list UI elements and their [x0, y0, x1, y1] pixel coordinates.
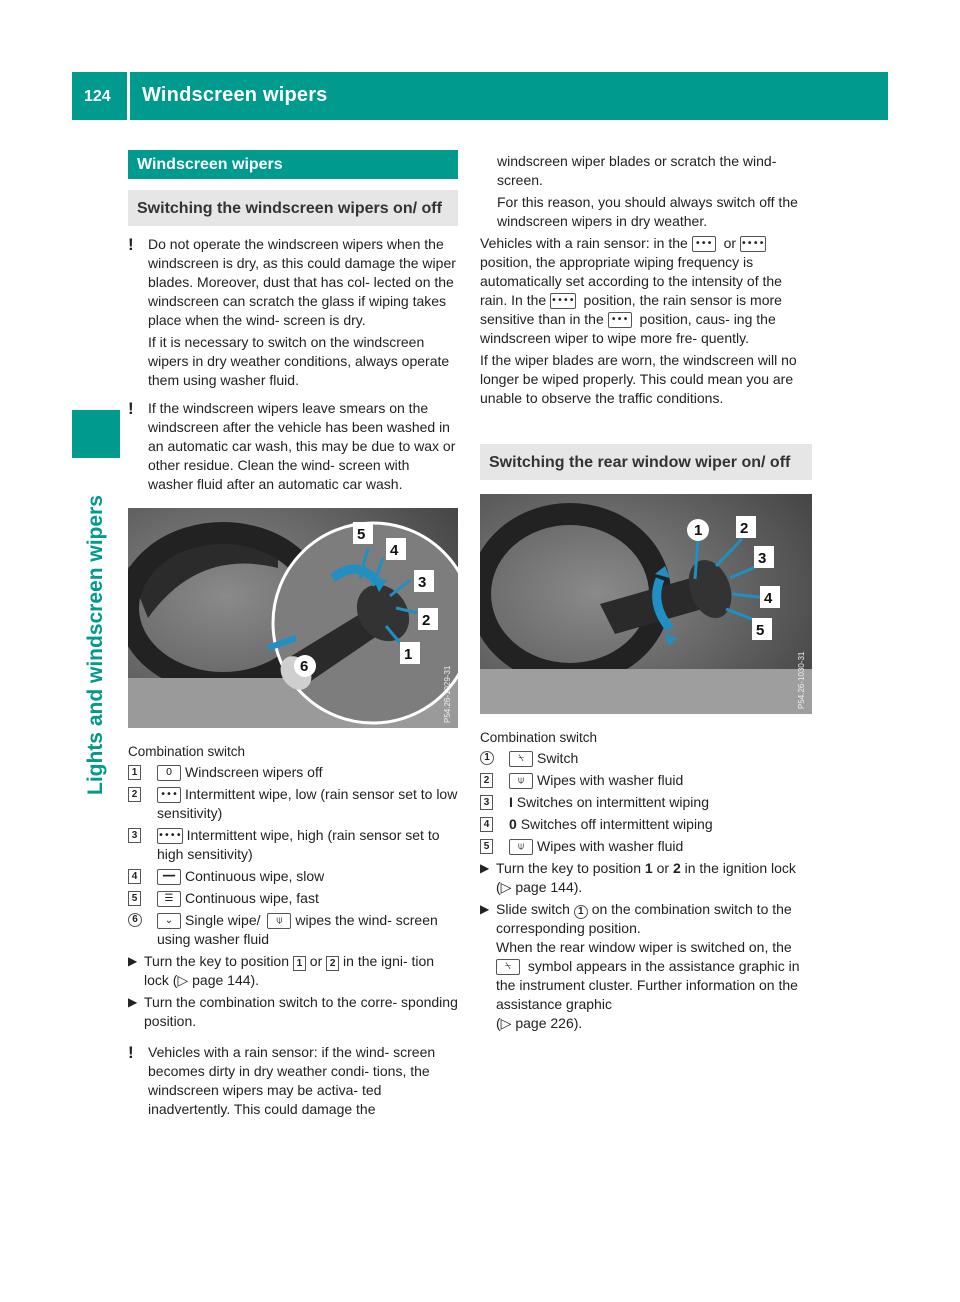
warning-note	[128, 1043, 458, 1119]
legend-item: 4 0 Switches off intermittent wiping	[480, 815, 812, 834]
legend-item: 1 0 Windscreen wipers off	[128, 763, 458, 782]
callout-5: 5	[756, 622, 765, 639]
warning-continued: windscreen wiper blades or scratch the wind- screen.	[497, 153, 777, 188]
page-ref-arrow-icon: ▷	[500, 1015, 512, 1031]
subsection-heading: Switching the windscreen wipers on/ off	[128, 190, 458, 226]
callout-2: 2	[422, 612, 431, 629]
page-reference-link[interactable]: page 226).	[515, 1015, 583, 1031]
page-ref-arrow-icon: ▷	[500, 879, 512, 895]
continuous-fast-icon: ☰	[157, 891, 181, 907]
right-column	[480, 152, 812, 1033]
paragraph: Vehicles with a rain sensor: in the ••• or •••• position, the appropriate wiping frequency is automatically set according to the intensity of the rain. In the •••• position, the rain sensor is more sensitive than in the ••• position, caus- ing the windscreen wiper to wipe more fre- quently.	[480, 235, 782, 346]
step-arrow-icon: ▶	[128, 954, 138, 968]
page-reference-link[interactable]: page 144).	[192, 972, 260, 988]
figure-caption: Combination switch	[128, 744, 246, 759]
callout-3: 3	[418, 574, 427, 591]
legend-item: 4 ━━ Continuous wipe, slow	[128, 867, 458, 886]
intermittent-high-icon: ••••	[740, 236, 766, 252]
intermittent-low-icon: •••	[608, 312, 632, 328]
warning-text: Do not operate the windscreen wipers when the windscreen is dry, as this could damage the wiper blades. Moreover, dust that has col- lected on the windscreen can scratch the glass if wiping takes place when the wind- screen is dry.	[148, 236, 456, 328]
rear-wiper-icon: ⍀	[509, 751, 533, 767]
warning-text: If the windscreen wipers leave smears on the windscreen after the vehicle has been washed in an automatic car wash, this may be due to wax or other residue. Clean the wind- screen with washer fluid after an automatic car wash.	[148, 400, 456, 492]
legend-item: 3 I Switches on intermittent wiping	[480, 793, 812, 812]
figure-code: P54.26-1030-31	[797, 651, 806, 709]
legend-list	[480, 749, 812, 856]
rear-wiper-icon: ⍀	[496, 959, 520, 975]
legend-item: 5 ⍦ Wipes with washer fluid	[480, 837, 812, 856]
instruction-step: ▶ Turn the combination switch to the corre- sponding position.	[128, 994, 458, 1029]
page-ref-arrow-icon: ▷	[177, 972, 189, 988]
warning-icon: !	[128, 1043, 134, 1062]
figure-code: P54.26-1029-31	[443, 665, 452, 723]
callout-2: 2	[740, 520, 749, 537]
washer-fluid-icon: ⍦	[509, 839, 533, 855]
instruction-step: ▶ Turn the key to position 1 or 2 in the igni- tion lock (▷ page 144).	[128, 953, 435, 988]
step-arrow-icon: ▶	[480, 861, 490, 875]
warning-icon: !	[128, 235, 134, 254]
intermittent-low-icon: •••	[157, 787, 181, 803]
callout-3: 3	[758, 550, 767, 567]
legend-item: 2 ⍦ Wipes with washer fluid	[480, 771, 812, 790]
figure-caption: Combination switch	[480, 730, 598, 745]
combination-switch-figure	[128, 508, 458, 728]
callout-4: 4	[764, 590, 773, 607]
warning-text: Vehicles with a rain sensor: if the wind- screen becomes dirty in dry weather condi- tions, the windscreen wipers may be activa- ted inadvertently. This could damage the	[148, 1044, 436, 1117]
warning-note	[128, 235, 458, 390]
off-symbol-icon: 0	[157, 765, 181, 781]
chapter-marker	[72, 410, 120, 458]
legend-list	[128, 763, 458, 949]
single-wipe-icon: ⌄	[157, 913, 181, 929]
step-arrow-icon: ▶	[128, 995, 138, 1009]
callout-1: 1	[404, 646, 413, 663]
intermittent-low-icon: •••	[692, 236, 716, 252]
page-title: Windscreen wipers	[142, 84, 328, 106]
callout-4: 4	[390, 542, 399, 559]
washer-fluid-icon: ⍦	[509, 773, 533, 789]
paragraph: If the wiper blades are worn, the windscreen will no longer be wiped properly. This could mean you are unable to observe the traffic conditions.	[480, 352, 797, 406]
section-heading: Windscreen wipers	[128, 150, 458, 179]
intermittent-high-icon: ••••	[550, 293, 576, 309]
warning-text: If it is necessary to switch on the windscreen wipers in dry weather conditions, always operate them using washer fluid.	[148, 334, 450, 388]
legend-item: 2 ••• Intermittent wipe, low (rain sensor set to low sensitivity)	[128, 785, 458, 823]
warning-icon: !	[128, 399, 134, 418]
left-column	[128, 150, 458, 1119]
header-divider	[127, 72, 130, 120]
legend-item: 5 ☰ Continuous wipe, fast	[128, 889, 458, 908]
chapter-label: Lights and windscreen wipers	[84, 495, 107, 795]
warning-continued: For this reason, you should always switch off the windscreen wipers in dry weather.	[497, 194, 798, 229]
subsection-heading: Switching the rear window wiper on/ off	[480, 444, 812, 480]
rear-wiper-switch-figure	[480, 494, 812, 714]
page-reference-link[interactable]: page 144).	[515, 879, 583, 895]
legend-item: 6 ⌄ Single wipe/ ⍦ wipes the wind- screen using washer fluid	[128, 911, 458, 949]
instruction-step: ▶ Turn the key to position 1 or 2 in the ignition lock (▷ page 144).	[480, 860, 796, 895]
washer-fluid-icon: ⍦	[267, 913, 291, 929]
legend-item: 3 •••• Intermittent wipe, high (rain sensor set to high sensitivity)	[128, 826, 458, 864]
continuous-slow-icon: ━━	[157, 869, 181, 885]
callout-1: 1	[694, 522, 703, 539]
legend-item: 1 ⍀ Switch	[480, 749, 812, 768]
header-bar	[72, 72, 888, 120]
instruction-step: ▶ Slide switch 1 on the combination switch to the corresponding position. When the rear window wiper is switched on, the ⍀ symbol appears in the assistance graphic in the instrument cluster. Further information on the assistance graphic (▷ page 226).	[480, 901, 800, 1031]
intermittent-high-icon: ••••	[157, 828, 183, 844]
page-number: 124	[84, 88, 111, 105]
callout-5: 5	[357, 526, 366, 543]
step-arrow-icon: ▶	[480, 902, 490, 916]
warning-note	[128, 399, 458, 494]
callout-6: 6	[300, 658, 309, 675]
